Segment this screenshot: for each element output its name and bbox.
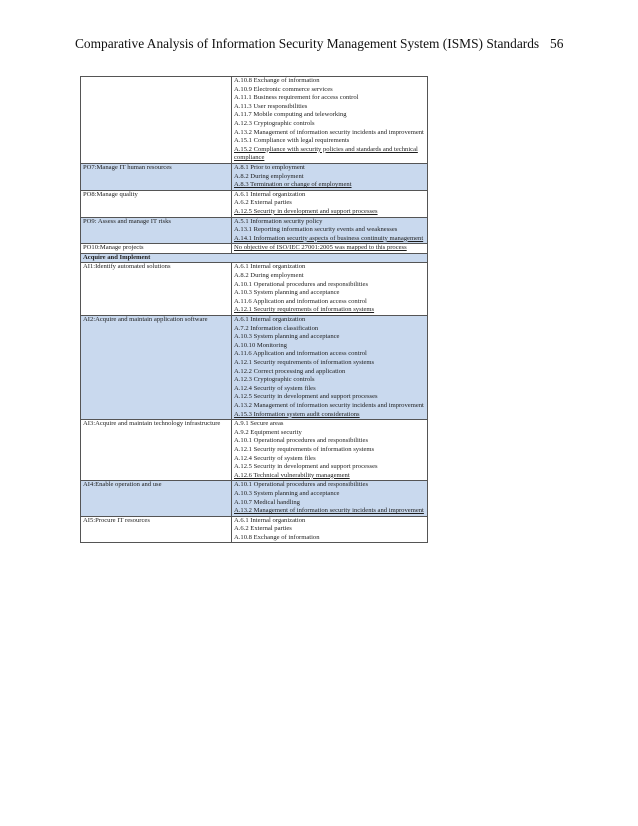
process-objective-cell: AI5:Procure IT resources [81,516,232,543]
iso-control-item: A.12.1 Security requirements of information systems [234,306,375,314]
process-objective-cell: PO9: Assess and manage IT risks [81,217,232,244]
iso-controls-cell [232,217,428,244]
iso-control-item: A.10.10 Monitoring [234,341,287,349]
process-objective-cell: AI2:Acquire and maintain application software [81,316,232,420]
iso-control-item: A.11.3 User responsibilities [234,102,308,110]
section-header-row [81,253,428,263]
iso-control-item: A.5.1 Information security policy [234,217,323,225]
iso-controls-cell [232,263,428,316]
iso-controls-cell [232,163,428,190]
process-objective-cell: AI3:Acquire and maintain technology infrastructure [81,420,232,481]
iso-control-item: A.7.2 Information classification [234,324,319,332]
iso-control-item: A.12.1 Security requirements of information systems [234,445,375,453]
iso-control-item: A.12.6 Technical vulnerability management [234,471,350,479]
iso-controls-cell [232,516,428,543]
iso-control-item: A.12.4 Security of system files [234,384,316,392]
iso-control-item: No objective of ISO/IEC 27001:2005 was mapped to this process [234,244,407,252]
iso-control-item: A.8.3 Termination or change of employment [234,181,352,189]
iso-control-item: A.12.3 Cryptographic controls [234,376,315,384]
iso-controls-cell [232,481,428,516]
iso-control-item: A.10.8 Exchange of information [234,533,320,541]
iso-control-item: A.12.2 Correct processing and application [234,367,346,375]
iso-control-item: A.10.1 Operational procedures and responsibilities [234,481,369,489]
iso-controls-cell [232,77,428,164]
table-row [81,244,428,254]
section-title: Acquire and Implement [81,253,428,263]
iso-control-item: A.13.2 Management of information security incidents and improvement [234,128,424,136]
table-row [81,190,428,217]
iso-control-item: A.12.1 Security requirements of information systems [234,359,375,366]
iso-control-item: A.10.8 Exchange of information [234,77,320,84]
process-objective-cell: AI4:Enable operation and use [81,481,232,516]
iso-control-item: A.11.1 Business requirement for access control [234,94,359,102]
iso-control-item: A.6.1 Internal organization [234,316,306,324]
iso-control-item: A.12.5 Security in development and support processes [234,463,378,471]
iso-control-item: A.15.3 Information system audit considerations [234,410,360,418]
iso-control-item: A.6.1 Internal organization [234,263,306,271]
table-row [81,316,428,420]
table-body [81,77,428,543]
process-objective-cell: PO7:Manage IT human resources [81,163,232,190]
iso-control-item: A.11.6 Application and information access control [234,297,367,305]
iso-control-item: A.6.1 Internal organization [234,190,306,198]
iso-control-item: A.13.1 Reporting information security events and weaknesses [234,226,398,234]
iso-controls-cell [232,316,428,420]
iso-control-item: A.10.9 Electronic commerce services [234,85,333,93]
process-objective-cell [81,77,232,164]
running-header-title: Comparative Analysis of Information Security Management System (ISMS) Standards [75,36,540,51]
iso-controls-cell [232,190,428,217]
iso-control-item: A.6.2 External parties [234,199,292,207]
iso-control-item: A.12.5 Security in development and support processes [234,393,378,401]
iso-control-item: A.15.1 Compliance with legal requirements [234,137,350,145]
process-objective-cell: AI1:Identify automated solutions [81,263,232,316]
iso-control-item: A.10.1 Operational procedures and responsibilities [234,437,369,445]
table-row [81,263,428,316]
iso-control-item: A.8.2 During employment [234,172,304,180]
iso-control-item: A.11.7 Mobile computing and teleworking [234,111,347,119]
table-row [81,516,428,543]
table-row [81,77,428,164]
iso-control-item: A.14.1 Information security aspects of business continuity management [234,234,424,242]
iso-control-item: A.15.2 Compliance with security policies and standards and technical compliance [234,145,418,162]
iso-control-item: A.10.3 System planning and acceptance [234,333,340,341]
table-row [81,217,428,244]
iso-control-item: A.10.1 Operational procedures and responsibilities [234,280,369,288]
iso-control-item: A.10.7 Medical handling [234,498,300,506]
page-number: 56 [550,36,564,51]
iso-control-item: A.8.2 During employment [234,272,304,280]
iso-control-item: A.12.4 Security of system files [234,454,316,462]
table-row [81,420,428,481]
iso-control-item: A.13.2 Management of information security incidents and improvement [234,507,424,515]
iso-control-item: A.6.2 External parties [234,525,292,533]
iso-control-item: A.9.1 Secure areas [234,420,284,428]
iso-control-item: A.13.2 Management of information security incidents and improvement [234,401,424,409]
table-row [81,163,428,190]
cobit-iso-mapping-table [80,76,428,543]
iso-control-item: A.9.2 Equipment security [234,428,302,436]
iso-control-item: A.12.5 Security in development and support processes [234,207,378,215]
process-objective-cell: PO8:Manage quality [81,190,232,217]
iso-control-item: A.12.3 Cryptographic controls [234,119,315,127]
iso-controls-cell [232,244,428,254]
iso-control-item: A.8.1 Prior to employment [234,163,305,171]
table-row [81,481,428,516]
iso-control-item: A.10.3 System planning and acceptance [234,289,340,297]
iso-control-item: A.11.6 Application and information access control [234,350,367,358]
iso-control-item: A.10.3 System planning and acceptance [234,489,340,497]
process-objective-cell: PO10:Manage projects [81,244,232,254]
iso-control-item: A.6.1 Internal organization [234,516,306,524]
iso-controls-cell [232,420,428,481]
